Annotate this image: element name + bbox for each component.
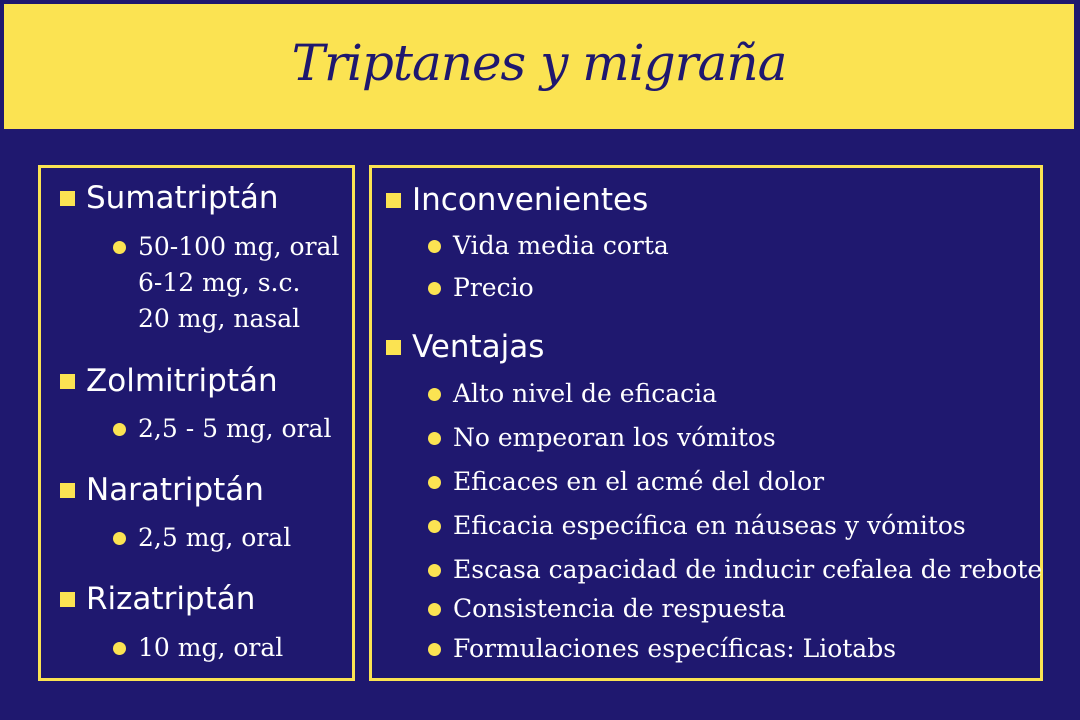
square-bullet-icon (386, 340, 401, 355)
round-bullet-icon (428, 432, 441, 445)
list-item-text: Precio (453, 273, 534, 302)
square-bullet-icon (60, 483, 75, 498)
round-bullet-icon (428, 476, 441, 489)
square-bullet-icon (60, 191, 75, 206)
dose-line: 6-12 mg, s.c. (138, 268, 301, 297)
round-bullet-icon (113, 241, 126, 254)
drug-name: Naratriptán (86, 472, 264, 508)
list-item (428, 508, 966, 544)
list-item-text: Vida media corta (453, 231, 669, 260)
drug-heading-zolmitriptan (60, 363, 278, 399)
square-bullet-icon (60, 374, 75, 389)
round-bullet-icon (428, 643, 441, 656)
list-item (428, 464, 824, 500)
round-bullet-icon (113, 642, 126, 655)
round-bullet-icon (428, 564, 441, 577)
list-item (428, 631, 896, 667)
dose-line: 2,5 - 5 mg, oral (138, 414, 332, 443)
drug-name: Zolmitriptán (86, 363, 278, 399)
drug-heading-naratriptan (60, 472, 264, 508)
drug-heading-rizatriptan (60, 581, 255, 617)
section-title: Inconvenientes (412, 182, 649, 218)
square-bullet-icon (386, 193, 401, 208)
ventajas-heading (386, 329, 544, 365)
list-item (428, 420, 776, 456)
list-item (428, 376, 717, 412)
drug-name: Sumatriptán (86, 180, 279, 216)
list-item-text: Consistencia de respuesta (453, 594, 786, 623)
dose-line: 50-100 mg, oral (138, 232, 340, 261)
round-bullet-icon (428, 520, 441, 533)
dose-lines (138, 229, 339, 337)
dose-line: 2,5 mg, oral (138, 523, 292, 552)
round-bullet-icon (428, 282, 441, 295)
list-item (428, 552, 1042, 588)
drug-name: Rizatriptán (86, 581, 256, 617)
round-bullet-icon (428, 240, 441, 253)
square-bullet-icon (60, 592, 75, 607)
list-item-text: Alto nivel de eficacia (453, 379, 718, 408)
list-item (428, 270, 534, 306)
inconvenientes-heading (386, 182, 648, 218)
list-item-text: Formulaciones específicas: Liotabs (453, 634, 897, 663)
list-item (428, 591, 786, 627)
list-item-text: Eficacia específica en náuseas y vómitos (453, 511, 966, 540)
dose-item-zolmitriptan (113, 411, 331, 447)
round-bullet-icon (113, 532, 126, 545)
round-bullet-icon (428, 603, 441, 616)
list-item-text: No empeoran los vómitos (453, 423, 776, 452)
round-bullet-icon (428, 388, 441, 401)
dose-line: 20 mg, nasal (138, 304, 301, 333)
dose-item-rizatriptan (113, 630, 283, 666)
list-item-text: Eficaces en el acmé del dolor (453, 467, 825, 496)
title-banner (4, 4, 1074, 129)
round-bullet-icon (113, 423, 126, 436)
drug-heading-sumatriptan (60, 180, 279, 216)
section-title: Ventajas (412, 329, 545, 365)
dose-item-naratriptan (113, 520, 291, 556)
list-item (428, 228, 669, 264)
dose-item-sumatriptan (113, 229, 339, 337)
list-item-text: Escasa capacidad de inducir cefalea de rebote (453, 555, 1043, 584)
dose-line: 10 mg, oral (138, 633, 284, 662)
slide-title: Triptanes y migraña (291, 33, 787, 92)
